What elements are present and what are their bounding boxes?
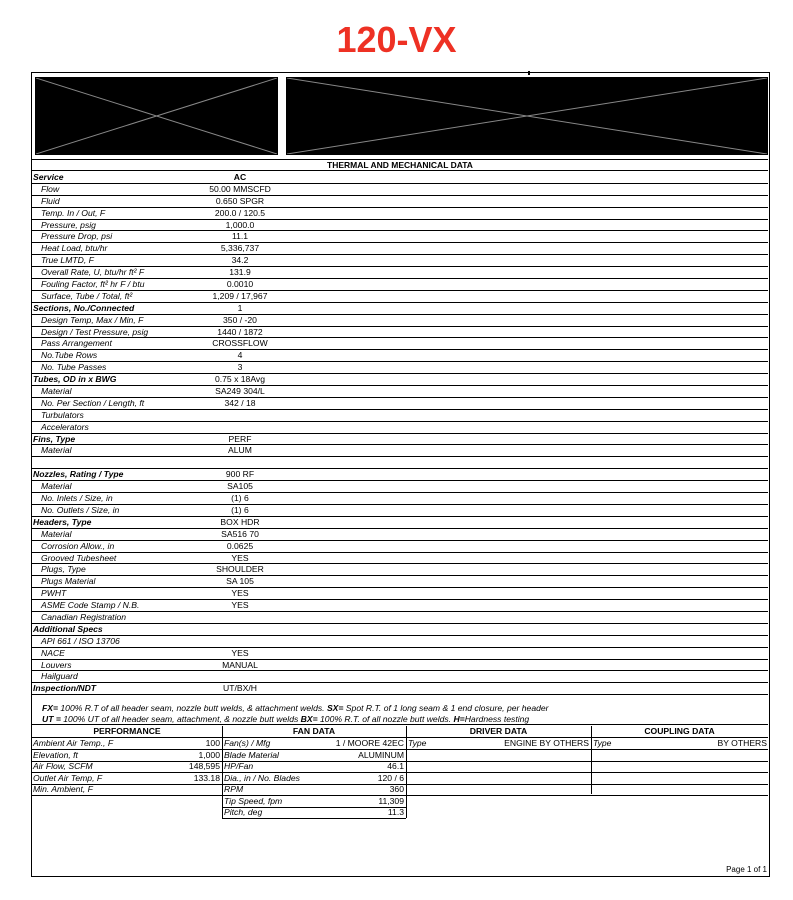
spec-value: 200.0 / 120.5: [214, 207, 266, 218]
spec-row: [32, 327, 768, 339]
spec-value: 50.00 MMSCFD: [209, 183, 271, 194]
spec-label: Canadian Registration: [41, 611, 127, 622]
spec-value: SA105: [227, 481, 253, 492]
spec-label: Design Temp, Max / Min, F: [41, 314, 144, 325]
performance-label: Elevation, ft: [33, 749, 78, 760]
spec-row: [32, 671, 768, 683]
datasheet-frame: [31, 72, 770, 877]
spec-row: [32, 648, 768, 660]
spec-row: [32, 208, 768, 220]
spec-label: Inspection/NDT: [33, 683, 97, 694]
spec-row: [32, 255, 768, 267]
spec-value: (1) 6: [231, 504, 249, 515]
spec-label: Accelerators: [41, 421, 89, 432]
spec-value: SA516 70: [221, 528, 259, 539]
spec-label: Hailguard: [41, 671, 78, 682]
note-code: BX=: [300, 713, 318, 724]
spec-label: Material: [41, 528, 72, 539]
page-number: Page 1 of 1: [726, 865, 767, 874]
spec-row: [32, 612, 768, 624]
spec-table: [32, 172, 768, 695]
coupling-type-label: Type: [593, 738, 612, 748]
spec-row: [32, 529, 768, 541]
spec-label: Flow: [41, 183, 60, 194]
performance-label: Air Flow, SCFM: [33, 761, 93, 771]
spec-row: [32, 481, 768, 493]
spec-value: 350 / -20: [223, 314, 257, 325]
note-code: UT =: [42, 713, 61, 724]
spec-value: YES: [231, 552, 249, 563]
notes-line-2: [42, 714, 768, 725]
spec-label: Sections, No./Connected: [33, 302, 135, 313]
spec-row: [32, 303, 768, 315]
spec-label: Fins, Type: [33, 433, 76, 444]
spec-value: 0.0010: [226, 279, 254, 290]
spec-value: 1,209 / 17,967: [212, 290, 268, 301]
spec-row: [32, 220, 768, 232]
note-text: 100% R.T. of all nozzle butt welds.: [317, 713, 454, 724]
spec-row: [32, 422, 768, 434]
performance-label: Min. Ambient, F: [33, 784, 93, 794]
performance-value: 133.18: [193, 772, 220, 783]
spec-row: [32, 493, 768, 505]
spec-label: No. Inlets / Size, in: [41, 493, 113, 504]
spec-value: UT/BX/H: [223, 683, 257, 694]
spec-row: [32, 315, 768, 327]
spec-label: Overall Rate, U, btu/hr ft² F: [41, 267, 145, 278]
fan-value: 1 / MOORE 42EC: [335, 738, 404, 748]
section-header-thermal-mechanical: THERMAL AND MECHANICAL DATA: [32, 159, 768, 171]
spec-label: NACE: [41, 647, 65, 658]
spec-row: [32, 338, 768, 350]
fan-label: Pitch, deg: [224, 807, 263, 817]
spec-label: Additional Specs: [33, 623, 103, 634]
spec-value: CROSSFLOW: [212, 338, 268, 349]
fan-label: RPM: [224, 784, 244, 794]
spec-label: Tubes, OD in x BWG: [33, 374, 117, 385]
spec-label: Design / Test Pressure, psig: [41, 326, 149, 337]
note-text: Hardness testing: [464, 713, 530, 724]
spec-row: [32, 553, 768, 565]
performance-value: 1,000: [198, 749, 220, 760]
spec-row: [32, 541, 768, 553]
spec-label: True LMTD, F: [41, 255, 94, 266]
performance-label: Outlet Air Temp, F: [33, 772, 103, 783]
driver-type-value: ENGINE BY OTHERS: [504, 738, 589, 748]
spec-label: Surface, Tube / Total, ft²: [41, 290, 133, 301]
spec-row: [32, 660, 768, 672]
spec-label: Material: [41, 445, 72, 456]
spec-label: ASME Code Stamp / N.B.: [41, 600, 140, 611]
performance-label: Ambient Air Temp., F: [33, 738, 114, 748]
inspection-notes: [32, 703, 768, 725]
spec-row: [32, 398, 768, 410]
spec-label: Louvers: [41, 659, 72, 670]
note-code: FX=: [42, 703, 58, 713]
spec-row: [32, 600, 768, 612]
performance-value: 100: [205, 738, 220, 748]
image-placeholder-right: [286, 77, 768, 155]
performance-header: PERFORMANCE: [93, 726, 161, 736]
fan-data-header: FAN DATA: [292, 726, 336, 736]
spec-label: Material: [41, 386, 72, 397]
spec-label: Service: [33, 172, 64, 182]
spec-row: [32, 434, 768, 446]
spec-label: Nozzles, Rating / Type: [33, 469, 124, 480]
spec-value: SA 105: [226, 576, 254, 587]
row-divider: [222, 818, 406, 819]
fan-value: 360: [389, 784, 404, 794]
spec-value: 1440 / 1872: [217, 326, 263, 337]
fan-label: HP/Fan: [224, 761, 254, 771]
spec-label: Corrosion Allow., in: [41, 540, 115, 551]
spec-row: [32, 196, 768, 208]
spec-label: Headers, Type: [33, 516, 92, 527]
spec-label: Plugs, Type: [41, 564, 86, 575]
notes-line-1: [42, 703, 768, 714]
spec-value: PERF: [228, 433, 252, 444]
note-text: 100% R.T of all header seam, nozzle butt welds, & attachment welds.: [58, 703, 327, 713]
spec-row: [32, 469, 768, 481]
coupling-type-value: BY OTHERS: [717, 738, 767, 748]
spec-row: [32, 279, 768, 291]
fan-value: 11.3: [387, 807, 404, 817]
spec-label: Fouling Factor, ft² hr F / btu: [41, 279, 145, 290]
bottom-data-grid: [32, 726, 768, 818]
spec-row: [32, 576, 768, 588]
spec-row: [32, 386, 768, 398]
fan-value: 46.1: [387, 761, 404, 771]
spec-row: [32, 457, 768, 469]
spec-value: MANUAL: [222, 659, 258, 670]
spec-value: 1: [237, 302, 243, 313]
spec-row: [32, 410, 768, 422]
spec-value: ALUM: [228, 445, 252, 456]
note-code: H=: [453, 713, 465, 724]
spec-value: 342 / 18: [224, 397, 256, 408]
spec-label: API 661 / ISO 13706: [41, 635, 120, 646]
spec-row: [32, 624, 768, 636]
spec-value: SA249 304/L: [215, 386, 265, 397]
spec-row: [32, 517, 768, 529]
spec-label: PWHT: [41, 588, 67, 599]
spec-label: No. Per Section / Length, ft: [41, 397, 145, 408]
spec-value: 11.1: [231, 231, 249, 242]
spec-label: Pass Arrangement: [41, 338, 112, 349]
spec-row: [32, 350, 768, 362]
fan-value: 11,309: [378, 795, 404, 806]
spec-row: [32, 636, 768, 648]
spec-row: [32, 374, 768, 386]
performance-value: 148,595: [188, 761, 220, 771]
spec-value: 0.650 SPGR: [215, 195, 265, 206]
spec-row: [32, 172, 768, 184]
spec-label: Material: [41, 481, 72, 492]
spec-value: 4: [237, 350, 243, 361]
note-text: Spot R.T. of 1 long seam & 1 end closure, per header: [343, 703, 549, 713]
spec-value: 900 RF: [225, 469, 255, 480]
spec-row: [32, 505, 768, 517]
fan-label: Blade Material: [224, 749, 279, 760]
coupling-data-header: COUPLING DATA: [644, 726, 715, 736]
spec-label: Pressure, psig: [41, 219, 96, 230]
document-title: 120-VX: [336, 19, 457, 60]
spec-row: [32, 445, 768, 457]
spec-value: 0.75 x 18Avg: [214, 374, 265, 385]
spec-row: [32, 231, 768, 243]
spec-value: 3: [237, 362, 243, 373]
spec-label: Fluid: [41, 195, 60, 206]
spec-label: Plugs Material: [41, 576, 96, 587]
spec-value: YES: [231, 647, 249, 658]
spec-row: [32, 564, 768, 576]
spec-row: [32, 243, 768, 255]
fan-value: ALUMINUM: [358, 749, 404, 760]
spec-row: [32, 184, 768, 196]
spec-value: AC: [233, 172, 247, 182]
spec-label: No. Outlets / Size, in: [41, 504, 120, 515]
fan-label: Fan(s) / Mfg: [224, 738, 271, 748]
spec-value: SHOULDER: [216, 564, 264, 575]
note-text: 100% UT of all header seam, attachment, & nozzle butt welds: [60, 713, 301, 724]
spec-value: BOX HDR: [220, 516, 260, 527]
spec-row: [32, 362, 768, 374]
spec-label: Temp. In / Out, F: [41, 207, 106, 218]
spec-row: [32, 267, 768, 279]
fan-value: 120 / 6: [377, 772, 404, 783]
spec-value: 1,000.0: [225, 219, 255, 230]
frame-tick-mark: [528, 71, 530, 75]
fan-label: Tip Speed, fpm: [224, 795, 283, 806]
spec-label: Pressure Drop, psi: [41, 231, 113, 242]
spec-label: Heat Load, btu/hr: [41, 243, 108, 254]
spec-label: No. Tube Passes: [41, 362, 107, 373]
spec-label: No.Tube Rows: [41, 350, 98, 361]
spec-row: [32, 291, 768, 303]
note-code: SX=: [326, 703, 344, 713]
image-placeholder-left: [35, 77, 278, 155]
spec-row: [32, 588, 768, 600]
spec-value: YES: [231, 600, 249, 611]
spec-value: 34.2: [231, 255, 249, 266]
spec-value: (1) 6: [231, 493, 249, 504]
fan-label: Dia., in / No. Blades: [224, 772, 300, 783]
spec-value: 5,336,737: [220, 243, 260, 254]
spec-value: 0.0625: [226, 540, 254, 551]
spec-label: Turbulators: [41, 409, 84, 420]
driver-type-label: Type: [408, 738, 427, 748]
spec-row: [32, 683, 768, 695]
spec-value: YES: [231, 588, 249, 599]
spec-label: Grooved Tubesheet: [41, 552, 117, 563]
driver-data-header: DRIVER DATA: [469, 726, 528, 736]
spec-value: 131.9: [229, 267, 251, 278]
